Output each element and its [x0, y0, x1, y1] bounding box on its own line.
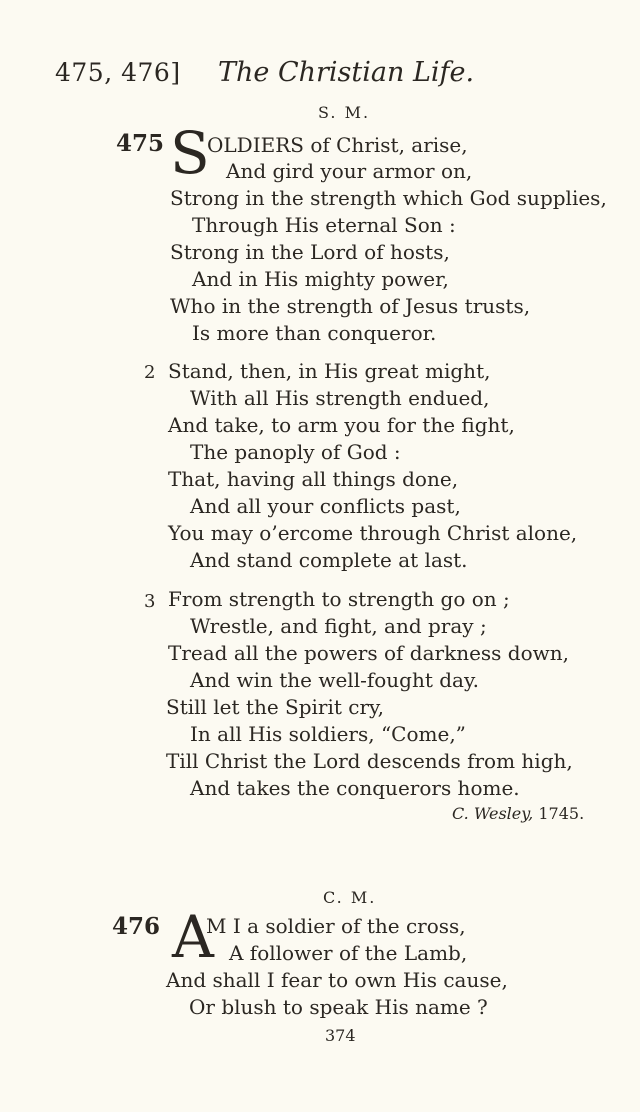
hymn-475-verse-2-number: 2	[144, 362, 156, 383]
hymn-475-v3-line-7: Till Christ the Lord descends from high,	[166, 749, 573, 773]
hymn-475-dropcap: S	[170, 119, 210, 187]
hymn-475-v1-line-3: Strong in the strength which God supplies,	[170, 186, 607, 210]
hymn-475-v3-line-1: From strength to strength go on ;	[168, 587, 510, 611]
hymn-475-v2-line-8: And stand complete at last.	[190, 548, 468, 572]
hymn-475-v2-line-4: The panoply of God :	[190, 440, 401, 464]
hymn-475-v3-line-5: Still let the Spirit cry,	[166, 695, 385, 719]
hymn-476-dropcap: A	[172, 903, 214, 971]
attribution-year: 1745.	[538, 804, 585, 823]
hymn-475-v1-line-7: Who in the strength of Jesus trusts,	[170, 294, 531, 318]
hymn-476-v1-line-2: A follower of the Lamb,	[229, 941, 468, 965]
hymn-475-v2-line-3: And take, to arm you for the fight,	[168, 413, 515, 437]
header-section-title: The Christian Life.	[218, 57, 475, 88]
hymn-475-v2-line-2: With all His strength endued,	[190, 386, 490, 410]
page-number: 374	[325, 1026, 356, 1045]
hymn-475-number: 475	[116, 130, 165, 157]
hymn-475-v2-line-5: That, having all things done,	[168, 467, 459, 491]
hymn-475-v3-line-6: In all His soldiers, “Come,”	[190, 722, 466, 746]
hymn-475-v1-line-6: And in His mighty power,	[192, 267, 449, 291]
hymn-475-v3-line-4: And win the well-fought day.	[190, 668, 479, 692]
hymn-475-verse-3-number: 3	[144, 591, 156, 612]
hymn-475-v1-line-5: Strong in the Lord of hosts,	[170, 240, 450, 264]
hymn-475-v3-line-2: Wrestle, and fight, and pray ;	[190, 614, 487, 638]
attribution-author: C. Wesley,	[452, 804, 534, 823]
hymn-475-v1-line-4: Through His eternal Son :	[192, 213, 456, 237]
hymn-475-v1-line-8: Is more than conqueror.	[192, 321, 437, 345]
hymn-476-v1-line-4: Or blush to speak His name ?	[189, 995, 488, 1019]
hymn-476-v1-line-3: And shall I fear to own His cause,	[166, 968, 508, 992]
hymn-475-v1-line-2: And gird your armor on,	[226, 159, 473, 183]
hymn-476-v1-line-1: M I a soldier of the cross,	[206, 914, 466, 938]
hymn-475-v3-line-8: And takes the conquerors home.	[190, 776, 520, 800]
hymn-475-v2-line-1: Stand, then, in His great might,	[168, 359, 491, 383]
hymn-475-meter: S. M.	[318, 103, 371, 122]
hymn-476-meter: C. M.	[323, 888, 377, 907]
header-hymn-range: 475, 476]	[55, 58, 181, 87]
hymn-475-v2-line-6: And all your conflicts past,	[190, 494, 461, 518]
hymn-475-attribution	[452, 804, 584, 823]
hymn-475-v2-line-7: You may o’ercome through Christ alone,	[168, 521, 578, 545]
hymn-476-number: 476	[112, 913, 161, 940]
hymn-475-v1-line-1: OLDIERS of Christ, arise,	[207, 133, 468, 157]
hymn-475-v3-line-3: Tread all the powers of darkness down,	[168, 641, 569, 665]
